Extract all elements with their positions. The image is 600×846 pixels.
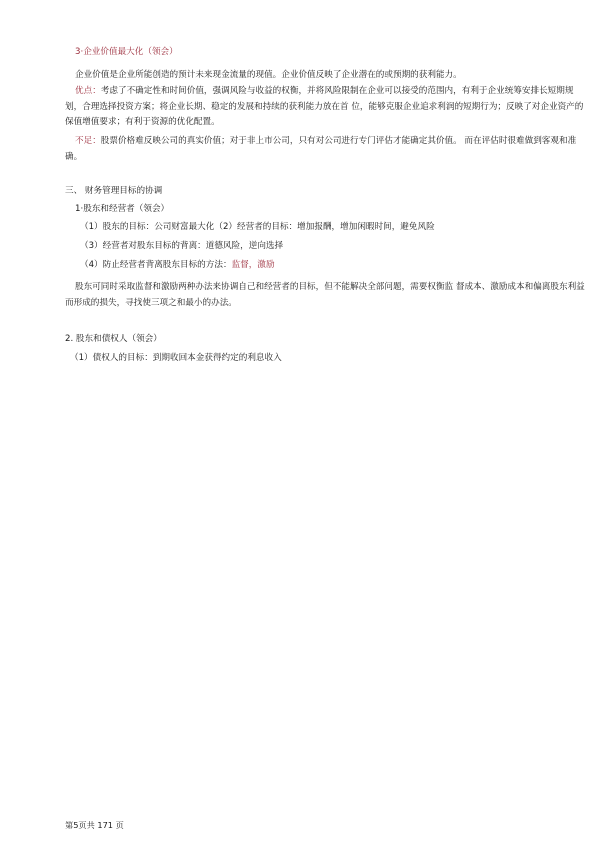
pros-text: 考虑了不确定性和时间价值，强调风险与收益的权衡，并将风险限制在企业可以接受的范围内，有利于企业统筹安排长短期规划，合理选择投资方案；将企业长期、稳定的发展和持续的获利能力放在首 位，能够克服企业追求利润的短期行为；反映了对企业资产的保值增值要求；有利于资源的优化配置。 (65, 86, 584, 127)
sub1-item4-prefix: （4）防止经营者背离股东目标的方法： (80, 260, 232, 270)
sub1-item1: （1）股东的目标：公司财富最大化（2）经营者的目标：增加报酬，增加闲暇时间，避免风险 (80, 222, 435, 232)
sub1-item4-highlight: 监督，激励 (231, 260, 275, 270)
sub1-item3: （3）经营者对股东目标的背离：道德风险，逆向选择 (80, 241, 284, 251)
sub1-heading: 1·股东和经营者（领会） (75, 204, 170, 214)
cons-text: 股票价格难反映公司的真实价值；对于非上市公司，只有对公司进行专门评估才能确定其价值。 而在评估时很难做到客观和准确。 (65, 136, 577, 162)
pros-paragraph (65, 84, 585, 131)
sub2-heading: 2. 股东和债权人（领会） (65, 334, 162, 344)
page-footer: 第5页共 171 页 (65, 820, 124, 830)
section-heading-enterprise-value: 3·企业价值最大化（领会） (75, 47, 178, 57)
sub1-paragraph: 股东可同时采取监督和激励两种办法来协调自己和经营者的目标，但不能解决全部问题，需要权衡监 督成本、激励成本和偏离股东利益而形成的损失，寻找使三项之和最小的办法。 (65, 282, 585, 308)
cons-label: 不足： (75, 136, 101, 146)
part3-heading: 三、 财务管理目标的协调 (65, 186, 163, 196)
definition-paragraph: 企业价值是企业所能创造的预计未来现金流量的现值。企业价值反映了企业潜在的或预期的获利能力。 (75, 70, 462, 80)
sub2-item1: （1）债权人的目标：到期收回本金获得约定的利息收入 (70, 353, 282, 363)
cons-paragraph (65, 134, 585, 165)
sub1-item4 (80, 259, 275, 271)
pros-label: 优点： (75, 86, 101, 96)
